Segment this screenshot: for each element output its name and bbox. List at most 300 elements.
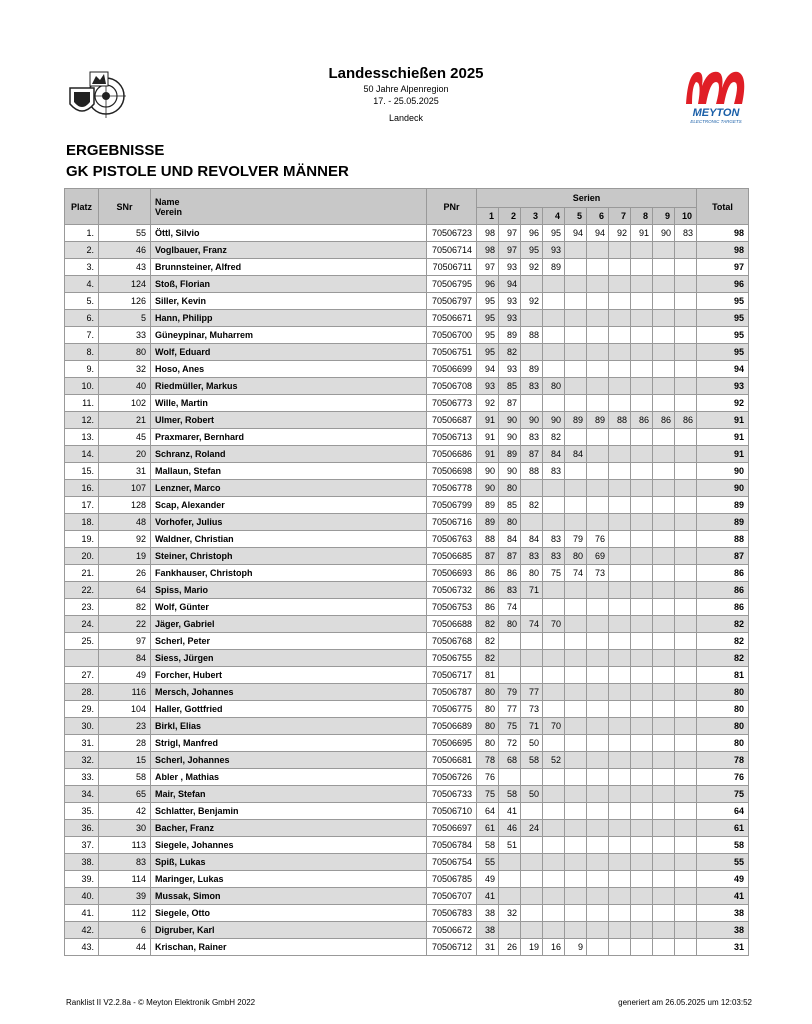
cell-serie-4 <box>543 786 565 803</box>
cell-serie-1: 92 <box>477 395 499 412</box>
cell-serie-5 <box>565 480 587 497</box>
cell-serie-1: 86 <box>477 565 499 582</box>
cell-serie-7 <box>609 854 631 871</box>
cell-platz: 21. <box>65 565 99 582</box>
cell-name: Abler , Mathias <box>151 769 427 786</box>
cell-snr: 28 <box>99 735 151 752</box>
cell-serie-8 <box>631 803 653 820</box>
cell-serie-3: 83 <box>521 378 543 395</box>
cell-serie-4: 93 <box>543 242 565 259</box>
cell-serie-2: 79 <box>499 684 521 701</box>
cell-serie-9 <box>653 310 675 327</box>
meyton-logo-text: MEYTON <box>692 107 740 119</box>
cell-serie-3 <box>521 871 543 888</box>
cell-snr: 23 <box>99 718 151 735</box>
cell-serie-9 <box>653 820 675 837</box>
cell-total: 38 <box>697 922 749 939</box>
cell-platz: 30. <box>65 718 99 735</box>
cell-serie-5 <box>565 395 587 412</box>
cell-serie-8 <box>631 327 653 344</box>
col-header-serie-2: 2 <box>499 208 521 225</box>
cell-name: Güneypinar, Muharrem <box>151 327 427 344</box>
cell-serie-5 <box>565 310 587 327</box>
cell-serie-2 <box>499 854 521 871</box>
cell-name: Digruber, Karl <box>151 922 427 939</box>
cell-serie-5 <box>565 599 587 616</box>
cell-serie-2 <box>499 633 521 650</box>
cell-serie-3: 80 <box>521 565 543 582</box>
cell-serie-8 <box>631 854 653 871</box>
cell-pnr: 70506785 <box>427 871 477 888</box>
cell-serie-7 <box>609 633 631 650</box>
cell-total: 55 <box>697 854 749 871</box>
cell-serie-9 <box>653 905 675 922</box>
table-row <box>65 276 749 293</box>
cell-serie-9 <box>653 514 675 531</box>
cell-serie-4 <box>543 854 565 871</box>
cell-serie-10 <box>675 752 697 769</box>
cell-serie-2: 51 <box>499 837 521 854</box>
table-row <box>65 735 749 752</box>
cell-serie-6 <box>587 344 609 361</box>
cell-serie-3: 58 <box>521 752 543 769</box>
cell-pnr: 70506787 <box>427 684 477 701</box>
cell-platz: 16. <box>65 480 99 497</box>
cell-pnr: 70506711 <box>427 259 477 276</box>
cell-total: 58 <box>697 837 749 854</box>
cell-serie-2: 26 <box>499 939 521 956</box>
cell-serie-5 <box>565 242 587 259</box>
cell-name: Scherl, Peter <box>151 633 427 650</box>
cell-serie-5: 80 <box>565 548 587 565</box>
cell-serie-5 <box>565 837 587 854</box>
cell-serie-2: 58 <box>499 786 521 803</box>
cell-serie-3 <box>521 514 543 531</box>
cell-serie-1: 88 <box>477 531 499 548</box>
table-row <box>65 514 749 531</box>
cell-serie-4 <box>543 837 565 854</box>
cell-total: 94 <box>697 361 749 378</box>
cell-name: Siller, Kevin <box>151 293 427 310</box>
cell-serie-10 <box>675 769 697 786</box>
cell-serie-7 <box>609 616 631 633</box>
cell-platz: 25. <box>65 633 99 650</box>
cell-serie-5 <box>565 361 587 378</box>
cell-serie-9 <box>653 531 675 548</box>
cell-serie-8 <box>631 820 653 837</box>
cell-serie-2: 85 <box>499 497 521 514</box>
cell-serie-7 <box>609 650 631 667</box>
cell-serie-3 <box>521 344 543 361</box>
cell-serie-7: 92 <box>609 225 631 242</box>
cell-serie-2: 93 <box>499 259 521 276</box>
cell-snr: 44 <box>99 939 151 956</box>
cell-serie-7 <box>609 276 631 293</box>
cell-serie-7 <box>609 344 631 361</box>
cell-serie-2: 97 <box>499 225 521 242</box>
cell-snr: 40 <box>99 378 151 395</box>
cell-serie-4 <box>543 803 565 820</box>
cell-serie-3: 71 <box>521 582 543 599</box>
table-row <box>65 803 749 820</box>
cell-serie-5 <box>565 378 587 395</box>
cell-serie-5 <box>565 667 587 684</box>
cell-snr: 83 <box>99 854 151 871</box>
cell-platz: 31. <box>65 735 99 752</box>
results-heading-line2: GK PISTOLE UND REVOLVER MÄNNER <box>66 163 349 180</box>
cell-serie-10 <box>675 718 697 735</box>
cell-serie-7 <box>609 480 631 497</box>
cell-total: 97 <box>697 259 749 276</box>
cell-serie-10 <box>675 429 697 446</box>
footer-generated-timestamp: generiert am 26.05.2025 um 12:03:52 <box>618 998 752 1007</box>
cell-serie-4 <box>543 310 565 327</box>
cell-name: Öttl, Silvio <box>151 225 427 242</box>
cell-platz: 37. <box>65 837 99 854</box>
cell-total: 61 <box>697 820 749 837</box>
cell-serie-4: 52 <box>543 752 565 769</box>
cell-serie-8 <box>631 769 653 786</box>
cell-serie-1: 82 <box>477 616 499 633</box>
cell-platz: 29. <box>65 701 99 718</box>
cell-serie-10 <box>675 565 697 582</box>
table-row <box>65 548 749 565</box>
event-subtitle: 50 Jahre Alpenregion <box>363 84 449 94</box>
cell-serie-3: 89 <box>521 361 543 378</box>
cell-serie-4 <box>543 922 565 939</box>
cell-pnr: 70506795 <box>427 276 477 293</box>
cell-name: Maringer, Lukas <box>151 871 427 888</box>
cell-serie-3: 74 <box>521 616 543 633</box>
cell-serie-1: 96 <box>477 276 499 293</box>
cell-serie-8 <box>631 616 653 633</box>
col-header-serie-6: 6 <box>587 208 609 225</box>
cell-snr: 32 <box>99 361 151 378</box>
cell-serie-4 <box>543 480 565 497</box>
cell-serie-6 <box>587 922 609 939</box>
cell-platz: 8. <box>65 344 99 361</box>
cell-serie-1: 89 <box>477 497 499 514</box>
cell-serie-10 <box>675 820 697 837</box>
col-header-serie-1: 1 <box>477 208 499 225</box>
cell-serie-10 <box>675 395 697 412</box>
cell-serie-8 <box>631 735 653 752</box>
table-row <box>65 820 749 837</box>
cell-serie-2: 74 <box>499 599 521 616</box>
cell-serie-4 <box>543 599 565 616</box>
cell-serie-5 <box>565 463 587 480</box>
table-row <box>65 446 749 463</box>
event-title: Landesschießen 2025 <box>328 65 484 82</box>
cell-serie-9 <box>653 667 675 684</box>
cell-serie-2: 90 <box>499 463 521 480</box>
cell-serie-6 <box>587 752 609 769</box>
cell-serie-4 <box>543 514 565 531</box>
cell-snr: 65 <box>99 786 151 803</box>
cell-snr: 43 <box>99 259 151 276</box>
cell-serie-7 <box>609 871 631 888</box>
cell-serie-2: 46 <box>499 820 521 837</box>
cell-serie-6 <box>587 293 609 310</box>
cell-serie-2 <box>499 650 521 667</box>
cell-serie-2: 93 <box>499 310 521 327</box>
cell-platz: 40. <box>65 888 99 905</box>
cell-serie-7 <box>609 395 631 412</box>
cell-pnr: 70506763 <box>427 531 477 548</box>
cell-serie-10 <box>675 361 697 378</box>
cell-serie-2: 32 <box>499 905 521 922</box>
cell-serie-7 <box>609 599 631 616</box>
cell-platz: 5. <box>65 293 99 310</box>
cell-total: 95 <box>697 327 749 344</box>
cell-platz: 33. <box>65 769 99 786</box>
cell-serie-3: 88 <box>521 327 543 344</box>
cell-snr: 124 <box>99 276 151 293</box>
cell-serie-1: 78 <box>477 752 499 769</box>
cell-snr: 116 <box>99 684 151 701</box>
cell-serie-1: 82 <box>477 633 499 650</box>
cell-serie-8 <box>631 395 653 412</box>
cell-serie-8 <box>631 667 653 684</box>
cell-serie-5: 79 <box>565 531 587 548</box>
cell-serie-3: 83 <box>521 548 543 565</box>
cell-serie-3 <box>521 769 543 786</box>
cell-serie-8 <box>631 922 653 939</box>
cell-serie-8 <box>631 718 653 735</box>
cell-serie-5 <box>565 429 587 446</box>
table-row <box>65 497 749 514</box>
cell-serie-10 <box>675 837 697 854</box>
cell-snr: 5 <box>99 310 151 327</box>
cell-total: 98 <box>697 242 749 259</box>
table-row <box>65 888 749 905</box>
cell-serie-3: 83 <box>521 429 543 446</box>
cell-serie-1: 61 <box>477 820 499 837</box>
cell-serie-10: 86 <box>675 412 697 429</box>
cell-serie-9 <box>653 752 675 769</box>
cell-pnr: 70506712 <box>427 939 477 956</box>
cell-pnr: 70506755 <box>427 650 477 667</box>
cell-snr: 55 <box>99 225 151 242</box>
cell-serie-7 <box>609 497 631 514</box>
cell-serie-3: 19 <box>521 939 543 956</box>
cell-name: Ulmer, Robert <box>151 412 427 429</box>
cell-serie-10 <box>675 497 697 514</box>
cell-snr: 113 <box>99 837 151 854</box>
cell-pnr: 70506726 <box>427 769 477 786</box>
cell-snr: 46 <box>99 242 151 259</box>
cell-name: Jäger, Gabriel <box>151 616 427 633</box>
cell-serie-1: 38 <box>477 905 499 922</box>
cell-platz: 34. <box>65 786 99 803</box>
cell-serie-8 <box>631 293 653 310</box>
cell-serie-5 <box>565 803 587 820</box>
cell-serie-1: 95 <box>477 310 499 327</box>
cell-serie-2: 85 <box>499 378 521 395</box>
cell-total: 82 <box>697 616 749 633</box>
cell-serie-10 <box>675 378 697 395</box>
cell-serie-6 <box>587 701 609 718</box>
cell-serie-8 <box>631 905 653 922</box>
col-header-name: Name <box>155 196 180 207</box>
cell-total: 86 <box>697 582 749 599</box>
cell-total: 92 <box>697 395 749 412</box>
cell-serie-9 <box>653 854 675 871</box>
cell-serie-4 <box>543 361 565 378</box>
cell-serie-9 <box>653 446 675 463</box>
cell-platz: 36. <box>65 820 99 837</box>
cell-pnr: 70506713 <box>427 429 477 446</box>
cell-serie-9 <box>653 922 675 939</box>
cell-serie-2 <box>499 769 521 786</box>
cell-platz: 43. <box>65 939 99 956</box>
cell-snr: 64 <box>99 582 151 599</box>
cell-serie-10 <box>675 582 697 599</box>
cell-serie-9 <box>653 769 675 786</box>
cell-serie-9 <box>653 939 675 956</box>
cell-serie-10 <box>675 446 697 463</box>
cell-serie-6 <box>587 276 609 293</box>
table-row <box>65 463 749 480</box>
col-header-serie-7: 7 <box>609 208 631 225</box>
cell-serie-9 <box>653 735 675 752</box>
cell-snr: 102 <box>99 395 151 412</box>
cell-serie-6 <box>587 769 609 786</box>
cell-serie-8 <box>631 565 653 582</box>
cell-pnr: 70506671 <box>427 310 477 327</box>
cell-serie-6 <box>587 310 609 327</box>
cell-serie-10 <box>675 310 697 327</box>
cell-platz: 9. <box>65 361 99 378</box>
cell-platz: 13. <box>65 429 99 446</box>
cell-serie-4 <box>543 735 565 752</box>
cell-serie-7 <box>609 888 631 905</box>
cell-serie-1: 41 <box>477 888 499 905</box>
cell-serie-3 <box>521 310 543 327</box>
cell-serie-3: 77 <box>521 684 543 701</box>
table-row <box>65 871 749 888</box>
cell-total: 81 <box>697 667 749 684</box>
cell-serie-5: 94 <box>565 225 587 242</box>
cell-platz: 15. <box>65 463 99 480</box>
cell-serie-5 <box>565 769 587 786</box>
results-heading-line1: ERGEBNISSE <box>66 142 165 159</box>
cell-serie-7 <box>609 531 631 548</box>
cell-serie-10: 83 <box>675 225 697 242</box>
cell-serie-6 <box>587 803 609 820</box>
cell-serie-6: 73 <box>587 565 609 582</box>
table-row <box>65 939 749 956</box>
cell-serie-4: 90 <box>543 412 565 429</box>
cell-serie-7 <box>609 378 631 395</box>
cell-pnr: 70506751 <box>427 344 477 361</box>
table-row <box>65 718 749 735</box>
cell-total: 82 <box>697 650 749 667</box>
cell-serie-3: 90 <box>521 412 543 429</box>
cell-serie-6 <box>587 327 609 344</box>
cell-serie-3 <box>521 888 543 905</box>
cell-name: Scherl, Johannes <box>151 752 427 769</box>
cell-serie-1: 86 <box>477 599 499 616</box>
cell-serie-6 <box>587 684 609 701</box>
cell-total: 78 <box>697 752 749 769</box>
cell-serie-5 <box>565 293 587 310</box>
cell-serie-7 <box>609 803 631 820</box>
cell-snr: 112 <box>99 905 151 922</box>
cell-total: 95 <box>697 293 749 310</box>
cell-serie-7 <box>609 463 631 480</box>
cell-serie-5 <box>565 633 587 650</box>
cell-serie-1: 95 <box>477 344 499 361</box>
cell-serie-1: 31 <box>477 939 499 956</box>
cell-name: Wolf, Eduard <box>151 344 427 361</box>
event-place: Landeck <box>388 113 424 123</box>
cell-serie-7 <box>609 429 631 446</box>
table-row <box>65 378 749 395</box>
cell-serie-3 <box>521 395 543 412</box>
cell-serie-2: 84 <box>499 531 521 548</box>
cell-serie-4 <box>543 344 565 361</box>
cell-serie-8 <box>631 378 653 395</box>
cell-serie-6 <box>587 854 609 871</box>
cell-serie-10 <box>675 463 697 480</box>
cell-name: Spiß, Lukas <box>151 854 427 871</box>
cell-serie-2: 82 <box>499 344 521 361</box>
cell-serie-6 <box>587 735 609 752</box>
cell-serie-5: 9 <box>565 939 587 956</box>
cell-serie-3: 87 <box>521 446 543 463</box>
cell-serie-1: 38 <box>477 922 499 939</box>
cell-serie-6 <box>587 633 609 650</box>
cell-total: 89 <box>697 514 749 531</box>
cell-serie-9 <box>653 786 675 803</box>
cell-serie-7 <box>609 837 631 854</box>
cell-serie-8 <box>631 463 653 480</box>
cell-serie-3: 95 <box>521 242 543 259</box>
cell-platz: 20. <box>65 548 99 565</box>
cell-platz: 11. <box>65 395 99 412</box>
cell-total: 41 <box>697 888 749 905</box>
cell-snr: 33 <box>99 327 151 344</box>
cell-serie-1: 80 <box>477 701 499 718</box>
cell-serie-10 <box>675 480 697 497</box>
cell-platz: 12. <box>65 412 99 429</box>
cell-snr: 31 <box>99 463 151 480</box>
table-row <box>65 599 749 616</box>
cell-serie-6 <box>587 905 609 922</box>
cell-serie-4: 89 <box>543 259 565 276</box>
cell-pnr: 70506714 <box>427 242 477 259</box>
cell-serie-1: 76 <box>477 769 499 786</box>
cell-pnr: 70506681 <box>427 752 477 769</box>
cell-serie-9 <box>653 616 675 633</box>
cell-serie-3: 84 <box>521 531 543 548</box>
cell-serie-7 <box>609 548 631 565</box>
cell-serie-10 <box>675 633 697 650</box>
cell-serie-3 <box>521 854 543 871</box>
cell-snr: 19 <box>99 548 151 565</box>
cell-serie-7 <box>609 259 631 276</box>
cell-platz: 10. <box>65 378 99 395</box>
cell-serie-6 <box>587 667 609 684</box>
cell-serie-1: 80 <box>477 718 499 735</box>
cell-serie-8 <box>631 582 653 599</box>
cell-serie-4: 70 <box>543 616 565 633</box>
cell-serie-5 <box>565 684 587 701</box>
cell-serie-10 <box>675 786 697 803</box>
cell-serie-10 <box>675 667 697 684</box>
cell-serie-9 <box>653 837 675 854</box>
